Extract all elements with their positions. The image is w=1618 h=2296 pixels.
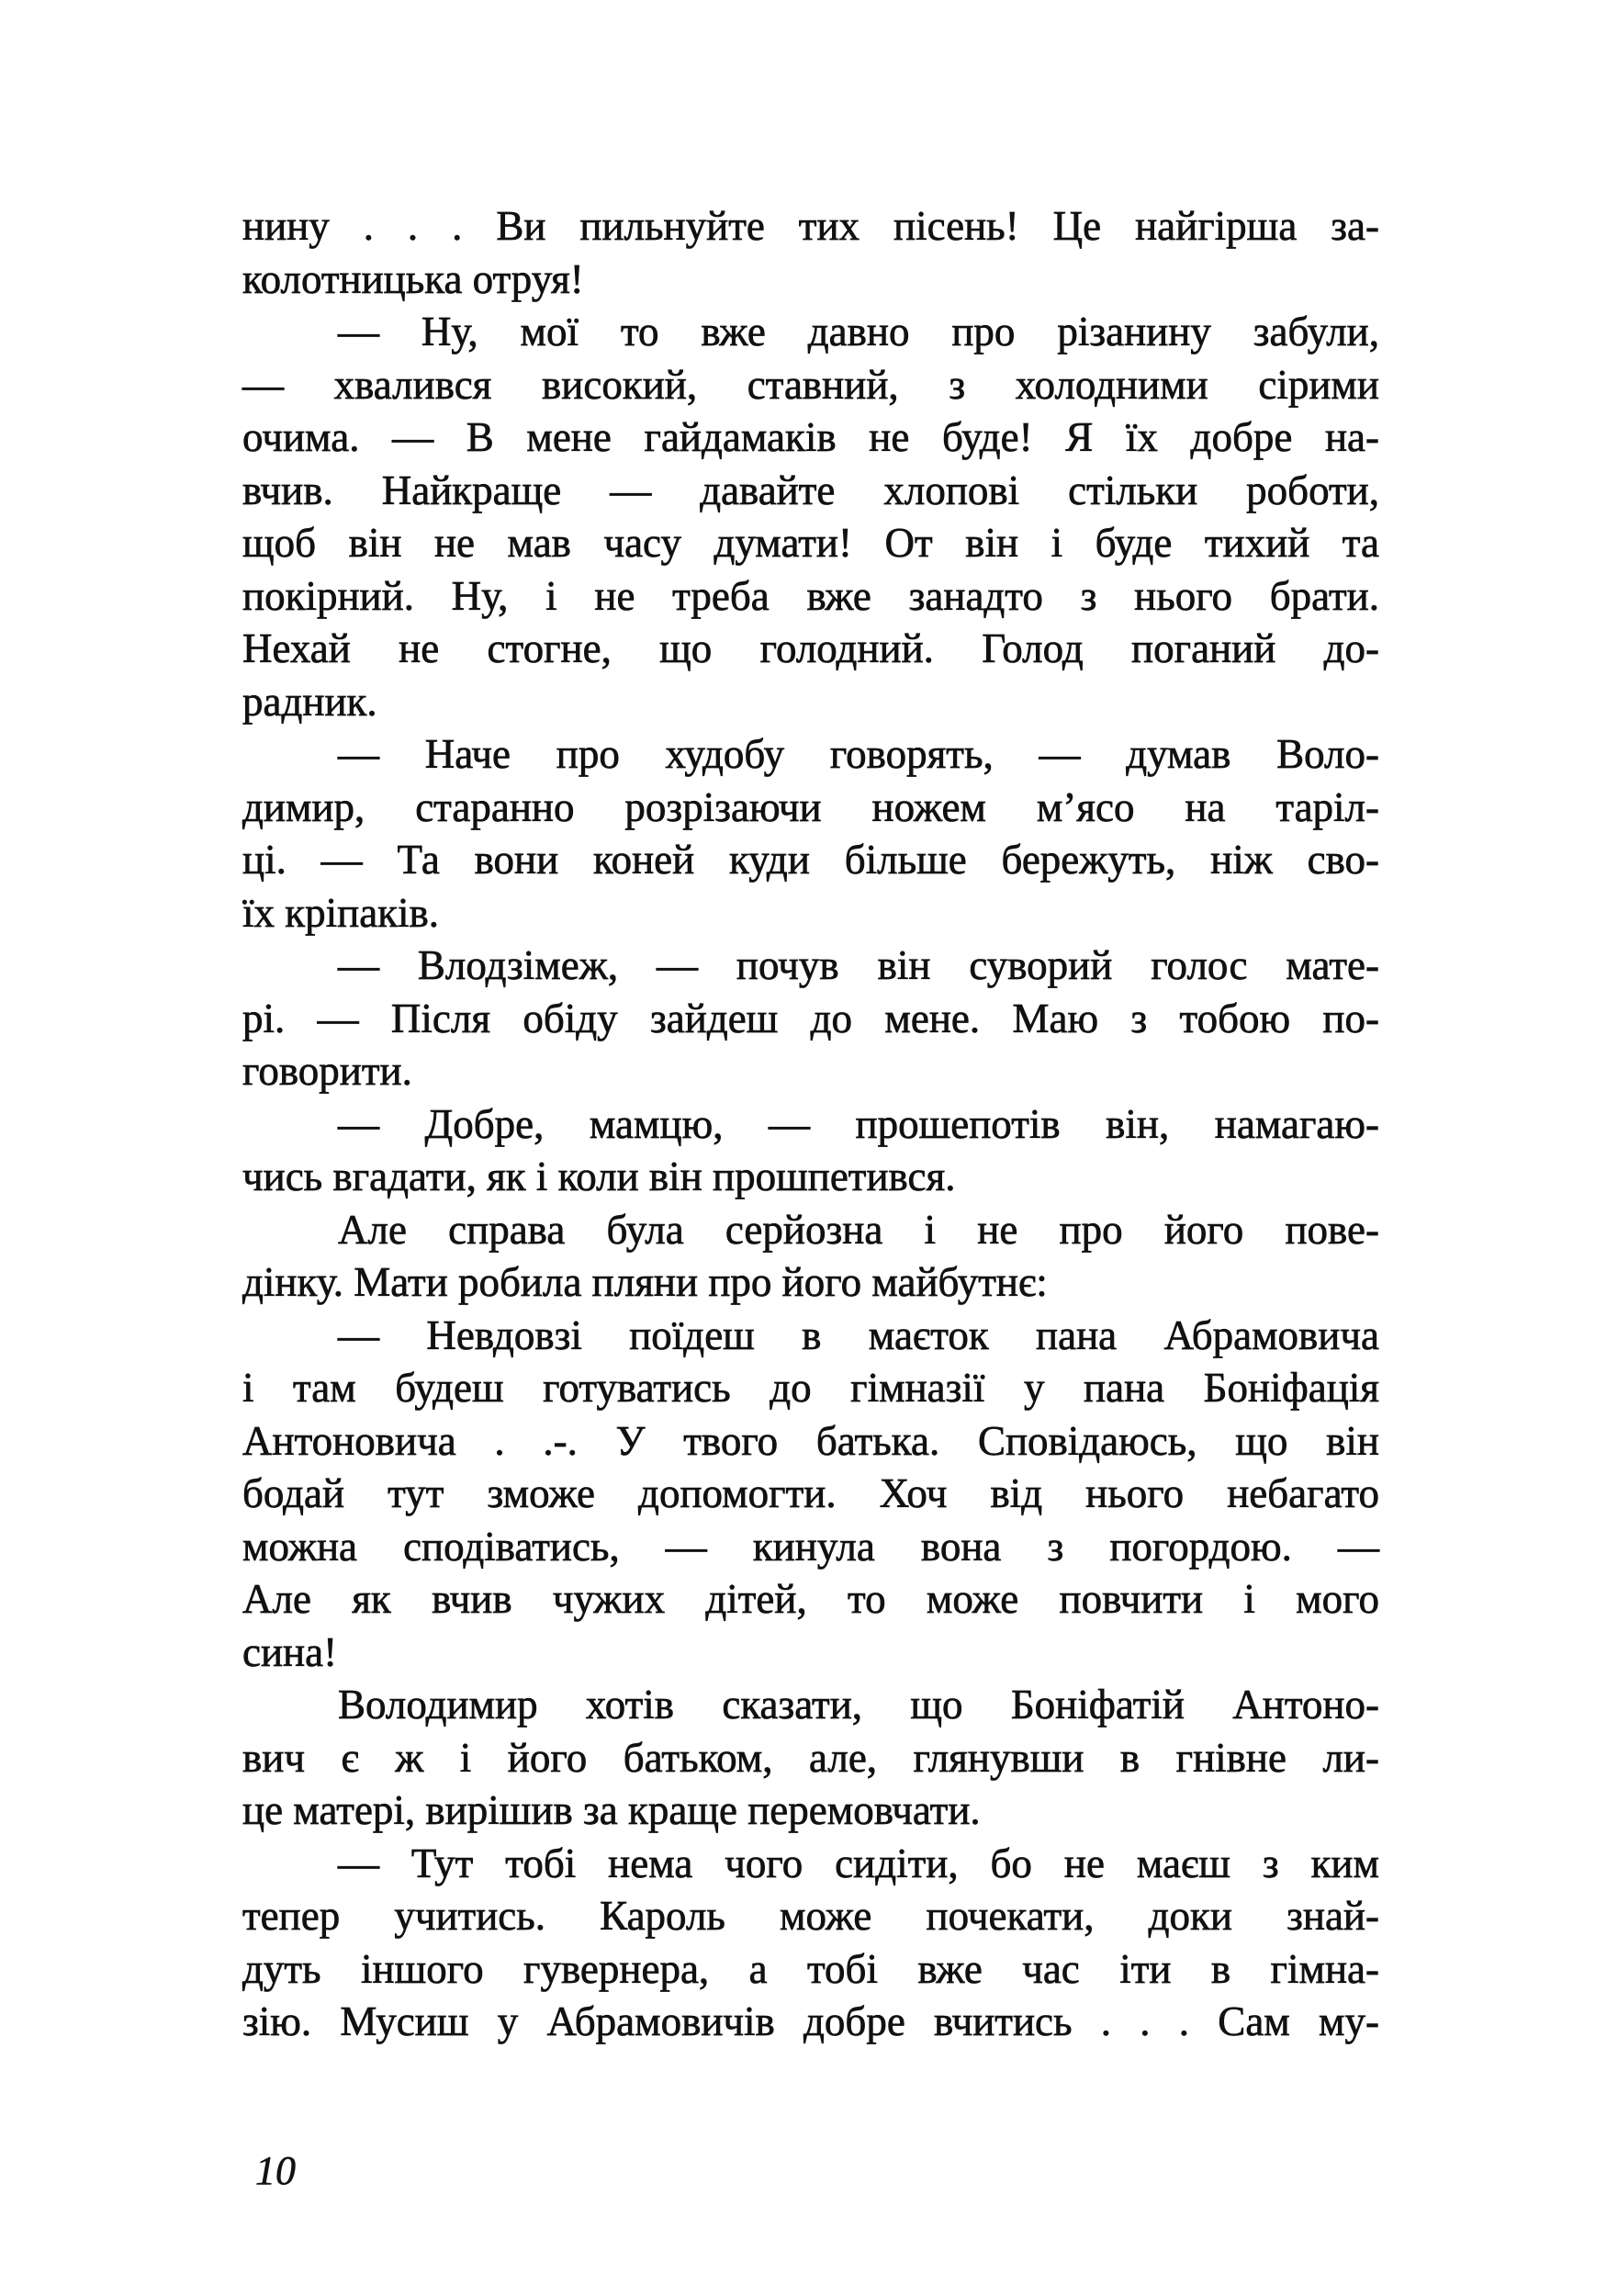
paragraph bbox=[242, 1098, 1379, 1204]
text-line: їх кріпаків. bbox=[242, 889, 440, 936]
text-line: — Невдовзі поїдеш в маєток пана Абрамовича bbox=[338, 1311, 1379, 1358]
text-line: очима. — В мене гайдамаків не буде! Я їх добре на- bbox=[242, 414, 1379, 460]
paragraph bbox=[242, 940, 1379, 1098]
text-line: дінку. Мати робила пляни про його майбутнє: bbox=[242, 1259, 1048, 1305]
text-line: — хвалився високий, ставний, з холодними сірими bbox=[242, 361, 1379, 408]
text-line: Антоновича . .-. У твого батька. Сповідаюсь, що він bbox=[242, 1417, 1379, 1464]
text-line: сина! bbox=[242, 1628, 338, 1675]
text-line: зію. Мусиш у Абрамовичів добре вчитись . . . Сам му- bbox=[242, 1998, 1379, 2044]
text-line: — Тут тобі нема чого сидіти, бо не маєш з ким bbox=[338, 1840, 1379, 1886]
text-line: Володимир хотів сказати, що Боніфатій Антоно- bbox=[338, 1682, 1379, 1728]
text-line: бодай тут зможе допомогти. Хоч від нього небагато bbox=[242, 1470, 1379, 1516]
paragraph bbox=[242, 200, 1379, 306]
text-line: — Добре, мамцю, — прошепотів він, намагаю- bbox=[338, 1100, 1379, 1147]
text-line: покірний. Ну, і не треба вже занадто з нього брати. bbox=[242, 572, 1379, 619]
paragraph bbox=[242, 1310, 1379, 1680]
text-line: вчив. Найкраще — давайте хлопові стільки роботи, bbox=[242, 467, 1379, 513]
text-line: — Ну, мої то вже давно про різанину забули, bbox=[338, 309, 1379, 355]
text-line: можна сподіватись, — кинула вона з погордою. — bbox=[242, 1523, 1379, 1570]
text-line: — Влодзімеж, — почув він суворий голос мате- bbox=[338, 942, 1379, 988]
text-line: Але справа була серйозна і не про його пове- bbox=[338, 1206, 1379, 1253]
paragraph bbox=[242, 728, 1379, 940]
text-line: димир, старанно розрізаючи ножем м’ясо на таріл- bbox=[242, 783, 1379, 830]
text-line: нину . . . Ви пильнуйте тих пісень! Це найгірша за- bbox=[242, 203, 1379, 249]
paragraph bbox=[242, 1204, 1379, 1310]
paragraph bbox=[242, 1838, 1379, 2049]
text-line: Але як вчив чужих дітей, то може повчити і мого bbox=[242, 1576, 1379, 1622]
text-line: дуть іншого гувернера, а тобі вже час іти в гімна- bbox=[242, 1945, 1379, 1992]
paragraph bbox=[242, 306, 1379, 728]
text-line: говорити. bbox=[242, 1048, 412, 1094]
text-line: колотницька отруя! bbox=[242, 255, 584, 302]
text-line: радник. bbox=[242, 678, 377, 725]
text-line: це матері, вирішив за краще перемовчати. bbox=[242, 1787, 981, 1833]
text-line: чись вгадати, як і коли він прошпетився. bbox=[242, 1154, 956, 1199]
text-line: щоб він не мав часу думати! От він і буде тихий та bbox=[242, 520, 1379, 566]
text-line: вич є ж і його батьком, але, глянувши в гнівне ли- bbox=[242, 1734, 1379, 1781]
text-line: тепер учитись. Кароль може почекати, доки знай- bbox=[242, 1893, 1379, 1939]
text-line: рі. — Після обіду зайдеш до мене. Маю з тобою по- bbox=[242, 995, 1379, 1041]
page-number: 10 bbox=[255, 2148, 296, 2193]
paragraph bbox=[242, 1679, 1379, 1838]
text-line: Нехай не стогне, що голодний. Голод поганий до- bbox=[242, 625, 1379, 671]
page-body-text bbox=[242, 200, 1379, 2049]
text-line: і там будеш готуватись до гімназії у пана Боніфація bbox=[242, 1365, 1379, 1411]
text-line: ці. — Та вони коней куди більше бережуть, ніж сво- bbox=[242, 837, 1379, 883]
text-line: — Наче про худобу говорять, — думав Воло- bbox=[338, 731, 1379, 777]
